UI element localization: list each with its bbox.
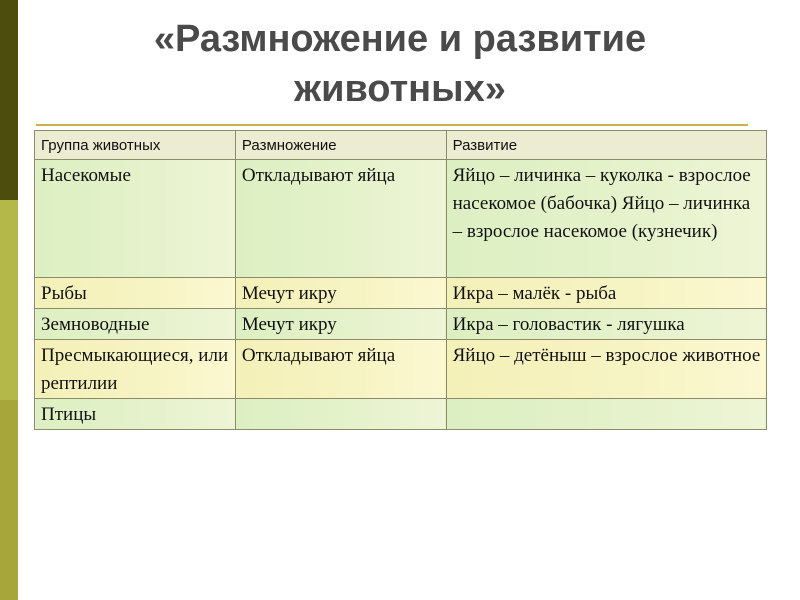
cell-reproduction bbox=[235, 399, 446, 430]
sidebar-accent-middle bbox=[0, 200, 18, 400]
title-divider bbox=[36, 124, 748, 126]
table-row bbox=[35, 278, 767, 309]
slide-title-line-2: животных» bbox=[294, 68, 506, 110]
sidebar-accent-bottom bbox=[0, 400, 18, 600]
cell-group: Насекомые bbox=[35, 160, 236, 278]
table-header-row bbox=[35, 131, 767, 160]
cell-group: Птицы bbox=[35, 399, 236, 430]
table-row bbox=[35, 399, 767, 430]
cell-reproduction: Мечут икру bbox=[235, 278, 446, 309]
cell-reproduction: Откладывают яйца bbox=[235, 160, 446, 278]
animals-table bbox=[34, 130, 767, 430]
sidebar-accent-top bbox=[0, 0, 18, 200]
table-row bbox=[35, 309, 767, 340]
cell-reproduction: Откладывают яйца bbox=[235, 340, 446, 399]
table-row bbox=[35, 340, 767, 399]
cell-development: Икра – головастик - лягушка bbox=[446, 309, 766, 340]
cell-group: Рыбы bbox=[35, 278, 236, 309]
header-group: Группа животных bbox=[35, 131, 236, 160]
cell-development: Яйцо – детёныш – взрослое животное bbox=[446, 340, 766, 399]
cell-development: Яйцо – личинка – куколка - взрослое насекомое (бабочка) Яйцо – личинка – взрослое насекомое (кузнечик) bbox=[446, 160, 766, 278]
cell-group: Земноводные bbox=[35, 309, 236, 340]
cell-group: Пресмыкающиеся, или рептилии bbox=[35, 340, 236, 399]
slide-title bbox=[40, 14, 760, 114]
header-reproduction: Размножение bbox=[235, 131, 446, 160]
cell-development: Икра – малёк - рыба bbox=[446, 278, 766, 309]
cell-development bbox=[446, 399, 766, 430]
slide-title-line-1: «Размножение и развитие bbox=[153, 18, 647, 60]
header-development: Развитие bbox=[446, 131, 766, 160]
cell-reproduction: Мечут икру bbox=[235, 309, 446, 340]
table-row bbox=[35, 160, 767, 278]
